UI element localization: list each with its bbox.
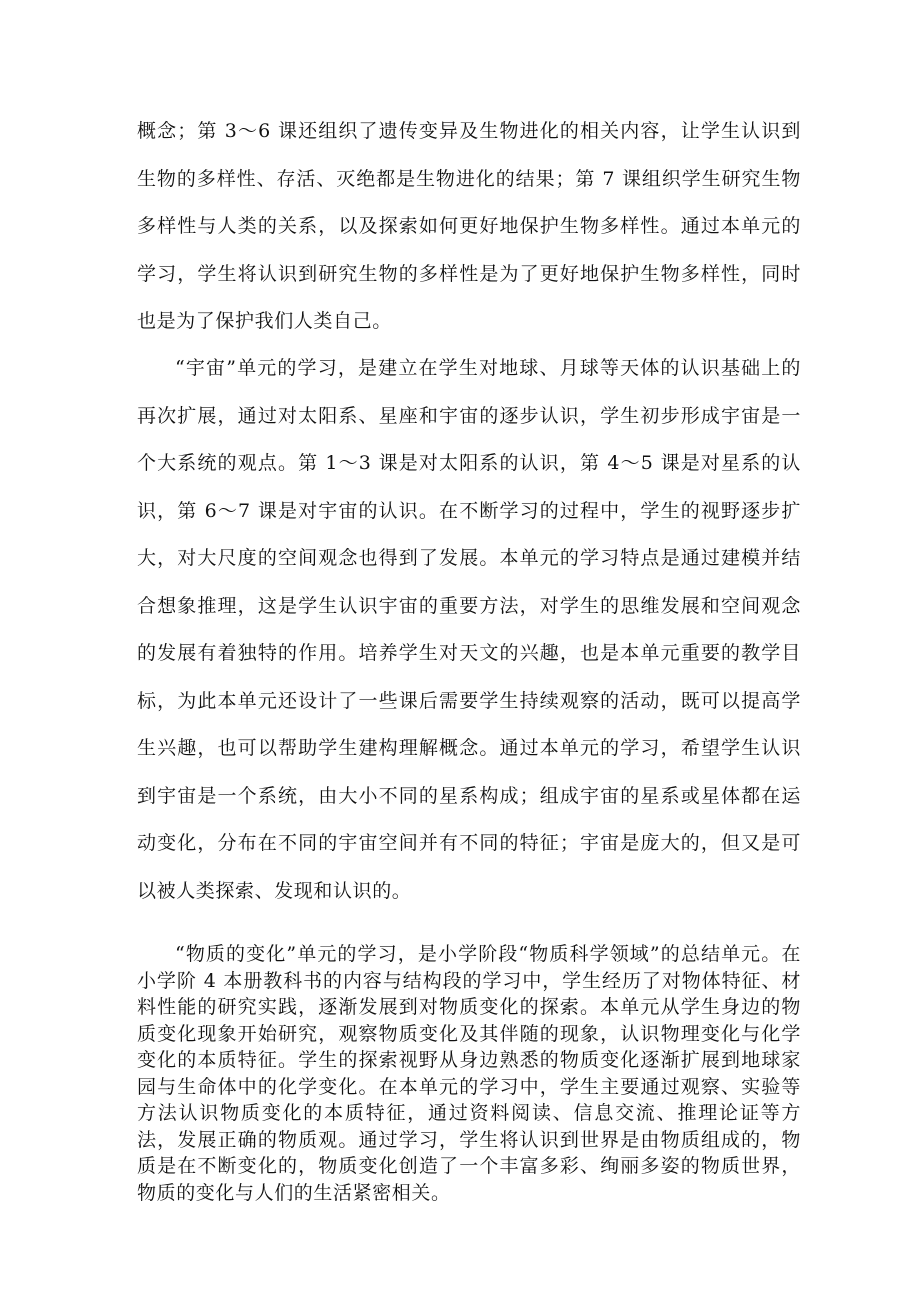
paragraph-biodiversity-continued: 概念；第 3～6 课还组织了遗传变异及生物进化的相关内容，让学生认识到生物的多样性、存活、灭绝都是生物进化的结果；第 7 课组织学生研究生物多样性与人类的关系，以及探索如何更好地保护生物多样性。通过本单元的学习，学生将认识到研究生物的多样性是为了更好地保护生物多样性，同时也是为了保护我们人类自己。 <box>137 120 801 332</box>
paragraph-matter-change-unit: “物质的变化”单元的学习，是小学阶段“物质科学领域”的总结单元。在小学阶 4 本册教科书的内容与结构段的学习中，学生经历了对物体特征、材料性能的研究实践，逐渐发展到对物质变化的探索。本单元从学生身边的物质变化现象开始研究，观察物质变化及其伴随的现象，认识物理变化与化学变化的本质特征。学生的探索视野从身边熟悉的物质变化逐渐扩展到地球家园与生命体中的化学变化。在本单元的学习中，学生主要通过观察、实验等方法认识物质变化的本质特征，通过资料阅读、信息交流、推理论证等方法，发展正确的物质观。通过学习，学生将认识到世界是由物质组成的，物质是在不断变化的，物质变化创造了一个丰富多彩、绚丽多姿的物质世界，物质的变化与人们的生活紧密相关。 <box>137 943 801 1204</box>
paragraph-universe-unit: “宇宙”单元的学习，是建立在学生对地球、月球等天体的认识基础上的再次扩展，通过对太阳系、星座和宇宙的逐步认识，学生初步形成宇宙是一个大系统的观点。第 1～3 课是对太阳系的认识，第 4～5 课是对星系的认识，第 6～7 课是对宇宙的认识。在不断学习的过程中，学生的视野逐步扩大，对大尺度的空间观念也得到了发展。本单元的学习特点是通过建模并结合想象推理，这是学生认识宇宙的重要方法，对学生的思维发展和空间观念的发展有着独特的作用。培养学生对天文的兴趣，也是本单元重要的教学目标，为此本单元还设计了一些课后需要学生持续观察的活动，既可以提高学生兴趣，也可以帮助学生建构理解概念。通过本单元的学习，希望学生认识到宇宙是一个系统，由大小不同的星系构成；组成宇宙的星系或星体都在运动变化，分布在不同的宇宙空间并有不同的特征；宇宙是庞大的，但又是可以被人类探索、发现和认识的。 <box>137 357 801 902</box>
